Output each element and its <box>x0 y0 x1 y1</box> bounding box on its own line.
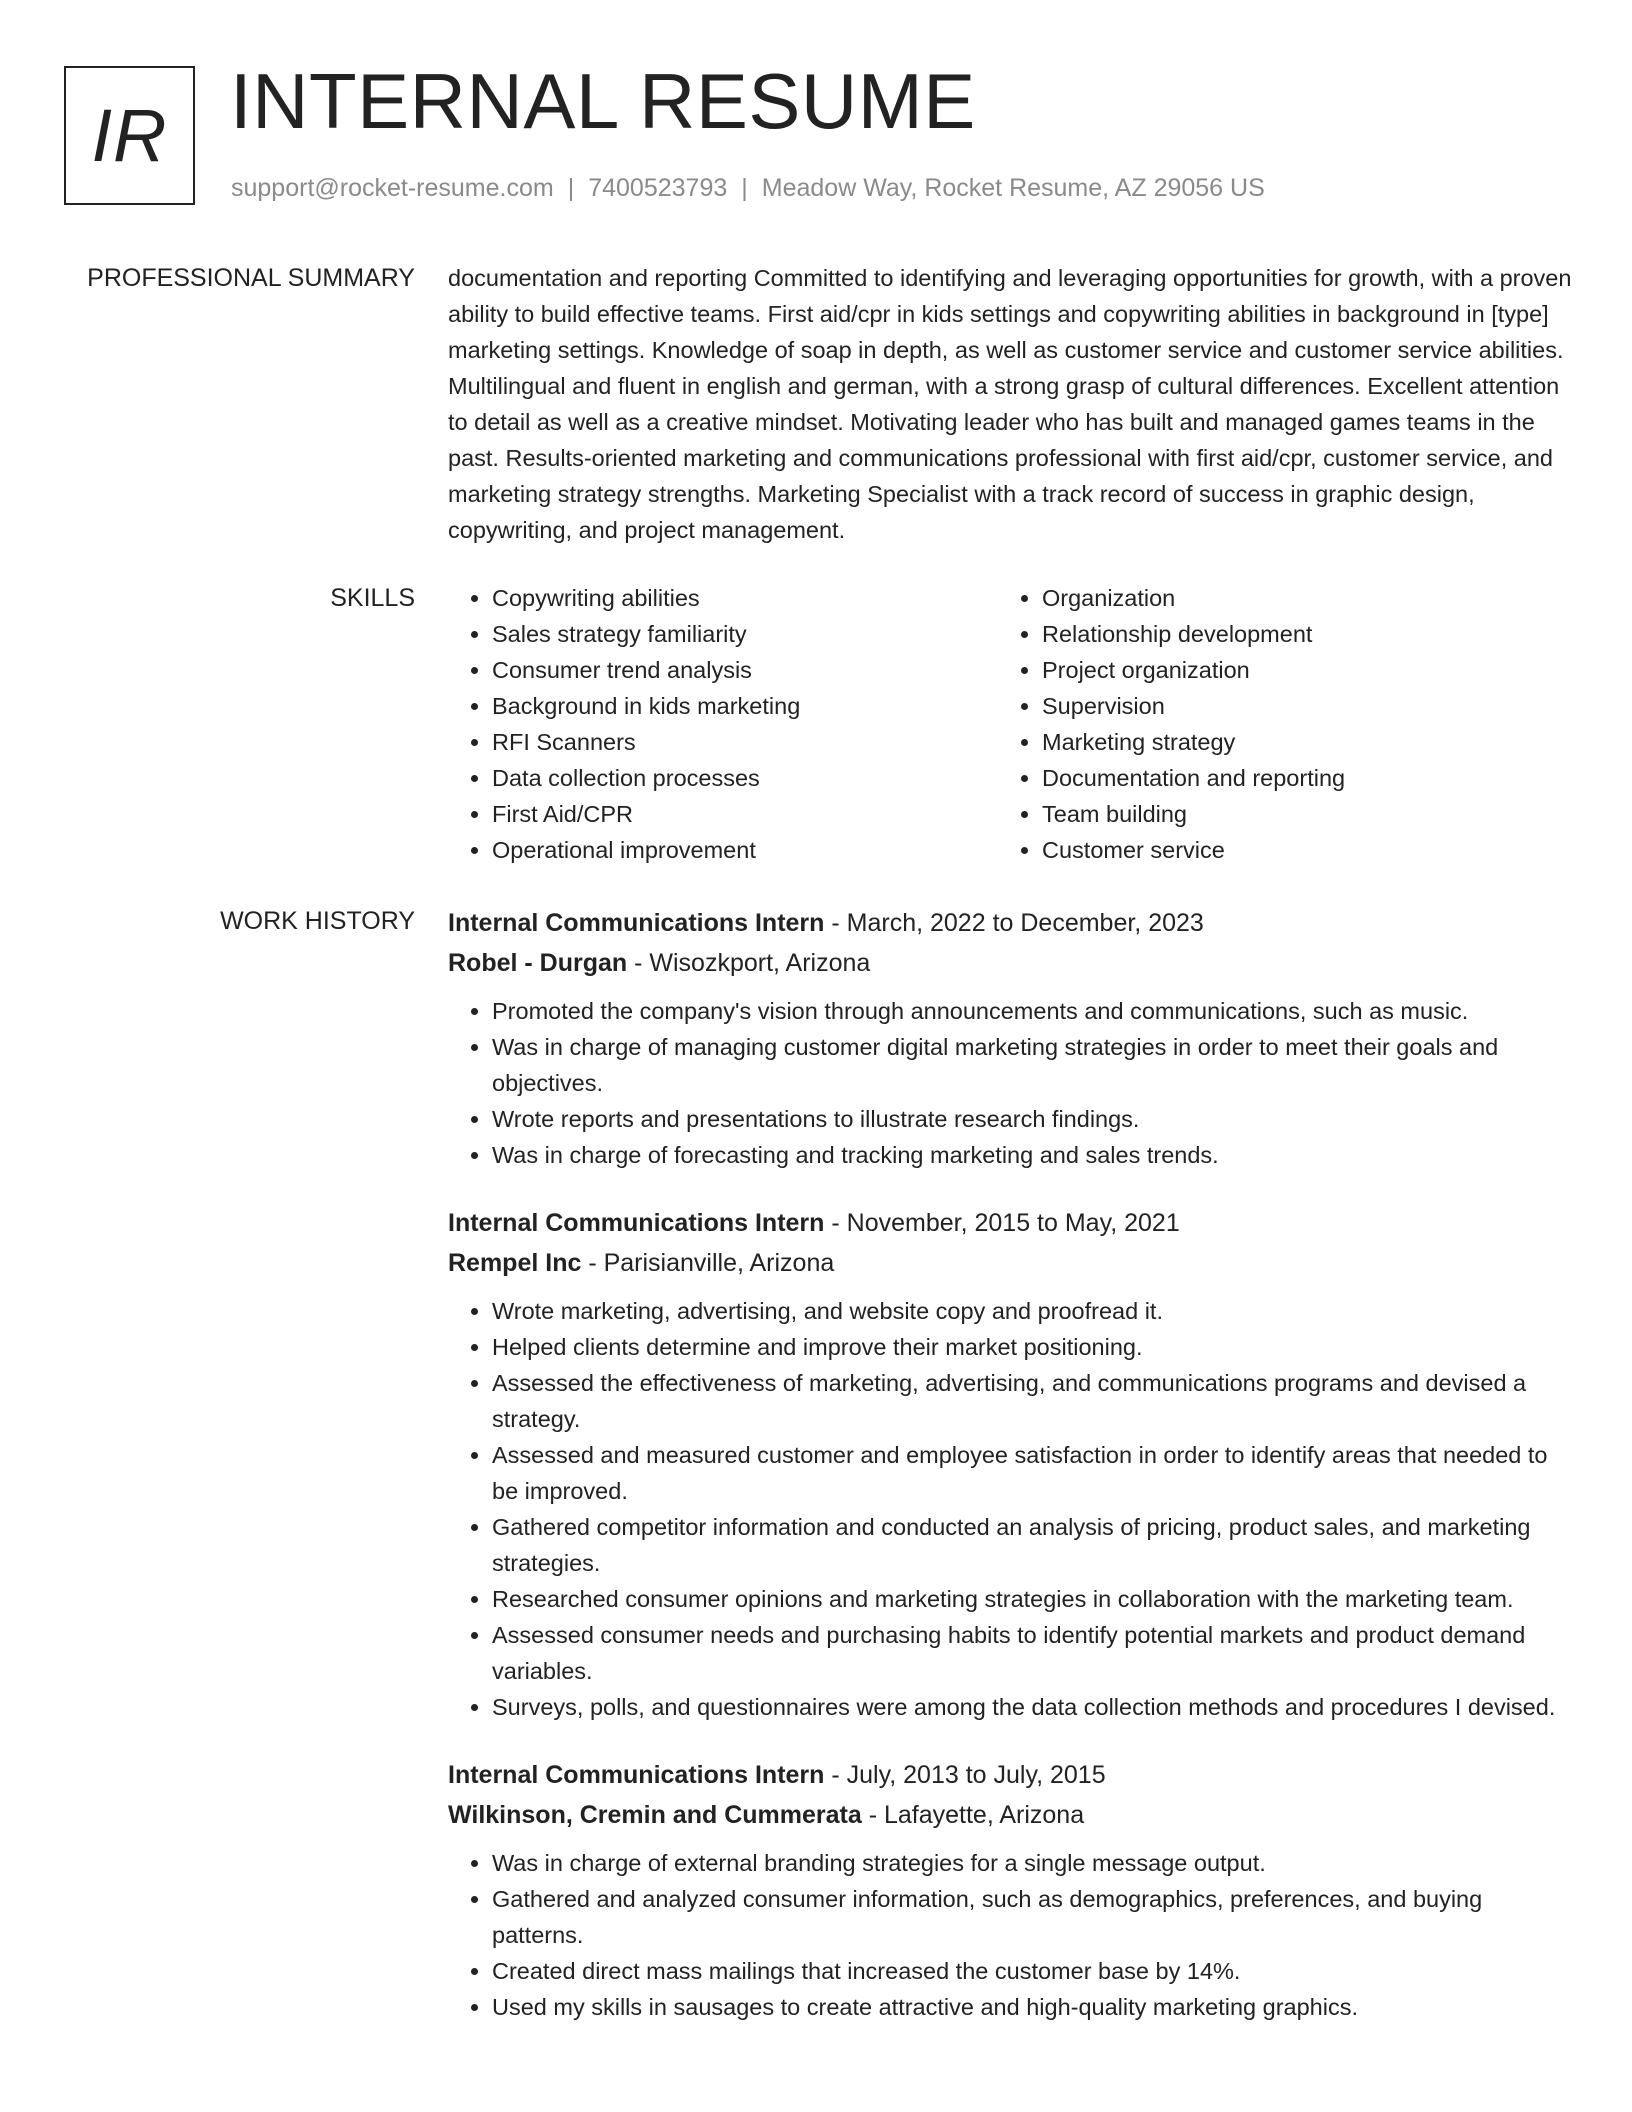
job-company: Robel - Durgan <box>448 949 628 977</box>
job-company: Wilkinson, Cremin and Cummerata <box>448 1801 862 1829</box>
job-entry <box>448 903 1572 1173</box>
skill-item: • First Aid/CPR <box>492 796 998 832</box>
job-bullet: • Used my skills in sausages to create attractive and high-quality marketing graphics. <box>492 1989 1572 2025</box>
job-bullet: • Wrote marketing, advertising, and website copy and proofread it. <box>492 1293 1572 1329</box>
job-company-line <box>448 1243 1572 1283</box>
job-title: Internal Communications Intern <box>448 1209 825 1237</box>
contact-phone[interactable]: 7400523793 <box>588 174 728 202</box>
skill-item: • Documentation and reporting <box>1042 760 1548 796</box>
job-title-line <box>448 903 1572 943</box>
job-bullets <box>448 993 1572 1173</box>
job-location: - Parisianville, Arizona <box>581 1249 835 1277</box>
job-location: - Lafayette, Arizona <box>861 1801 1085 1829</box>
contact-line <box>231 174 1265 203</box>
job-title: Internal Communications Intern <box>448 1761 825 1789</box>
job-bullet: • Created direct mass mailings that increased the customer base by 14%. <box>492 1953 1572 1989</box>
skills-grid <box>448 580 1572 868</box>
monogram-logo <box>64 66 195 205</box>
skill-item: • RFI Scanners <box>492 724 998 760</box>
job-bullet: • Gathered competitor information and conducted an analysis of pricing, product sales, and marketing strategies. <box>492 1509 1572 1581</box>
job-bullets <box>448 1293 1572 1725</box>
skill-item: • Organization <box>1042 580 1548 616</box>
skill-item: • Customer service <box>1042 832 1548 868</box>
job-bullet: • Helped clients determine and improve their market positioning. <box>492 1329 1572 1365</box>
job-company-line <box>448 943 1572 983</box>
job-bullet: • Assessed the effectiveness of marketing, advertising, and communications programs and devised a strategy. <box>492 1365 1572 1437</box>
skills-column-right <box>998 580 1548 868</box>
skill-item: • Team building <box>1042 796 1548 832</box>
skill-item: • Data collection processes <box>492 760 998 796</box>
job-location: - Wisozkport, Arizona <box>627 949 871 977</box>
resume-name: INTERNAL RESUME <box>230 57 976 145</box>
job-dates: - July, 2013 to July, 2015 <box>824 1761 1106 1789</box>
job-bullet: • Assessed consumer needs and purchasing habits to identify potential markets and product demand variables. <box>492 1617 1572 1689</box>
skill-item: • Marketing strategy <box>1042 724 1548 760</box>
job-bullet: • Was in charge of managing customer digital marketing strategies in order to meet their goals and objectives. <box>492 1029 1572 1101</box>
skill-item: • Sales strategy familiarity <box>492 616 998 652</box>
contact-email[interactable]: support@rocket-resume.com <box>231 174 554 202</box>
job-bullets <box>448 1845 1572 2025</box>
job-entry <box>448 1203 1572 1725</box>
job-dates: - November, 2015 to May, 2021 <box>824 1209 1180 1237</box>
job-bullet: • Was in charge of forecasting and tracking marketing and sales trends. <box>492 1137 1572 1173</box>
skill-item: • Operational improvement <box>492 832 998 868</box>
job-company: Rempel Inc <box>448 1249 582 1277</box>
skill-item: • Background in kids marketing <box>492 688 998 724</box>
section-heading-work-history: WORK HISTORY <box>220 907 415 935</box>
skill-item: • Consumer trend analysis <box>492 652 998 688</box>
job-bullet: • Researched consumer opinions and marketing strategies in collaboration with the marketing team. <box>492 1581 1572 1617</box>
job-entry <box>448 1755 1572 2025</box>
skill-item: • Relationship development <box>1042 616 1548 652</box>
section-heading-summary: PROFESSIONAL SUMMARY <box>87 264 415 292</box>
skill-item: • Project organization <box>1042 652 1548 688</box>
job-title-line <box>448 1755 1572 1795</box>
job-bullet: • Assessed and measured customer and employee satisfaction in order to identify areas that needed to be improved. <box>492 1437 1572 1509</box>
job-dates: - March, 2022 to December, 2023 <box>824 909 1204 937</box>
skill-item: • Supervision <box>1042 688 1548 724</box>
job-bullet: • Promoted the company's vision through announcements and communications, such as music. <box>492 993 1572 1029</box>
job-title: Internal Communications Intern <box>448 909 825 937</box>
skills-column-left <box>448 580 998 868</box>
job-bullet: • Gathered and analyzed consumer information, such as demographics, preferences, and buying patterns. <box>492 1881 1572 1953</box>
section-heading-skills: SKILLS <box>330 584 415 612</box>
monogram-initials: IR <box>91 94 168 177</box>
job-company-line <box>448 1795 1572 1835</box>
contact-address: Meadow Way, Rocket Resume, AZ 29056 US <box>761 174 1265 202</box>
contact-separator: | <box>567 174 575 202</box>
skill-item: • Copywriting abilities <box>492 580 998 616</box>
job-list <box>448 903 1572 2055</box>
job-bullet: • Wrote reports and presentations to illustrate research findings. <box>492 1101 1572 1137</box>
summary-text: documentation and reporting Committed to identifying and leveraging opportunities for growth, with a proven ability to build effective teams. First aid/cpr in kids settings and copywriting abilities in background in [type] marketing settings. Knowledge of soap in depth, as well as customer service and customer service abilities. Multilingual and fluent in english and german, with a strong grasp of cultural differences. Excellent attention to detail as well as a creative mindset. Motivating leader who has built and managed games teams in the past. Results-oriented marketing and communications professional with first aid/cpr, customer service, and marketing strategy strengths. Marketing Specialist with a track record of success in graphic design, copywriting, and project management. <box>448 265 1572 543</box>
job-title-line <box>448 1203 1572 1243</box>
job-bullet: • Was in charge of external branding strategies for a single message output. <box>492 1845 1572 1881</box>
contact-separator: | <box>741 174 748 202</box>
job-bullet: • Surveys, polls, and questionnaires were among the data collection methods and procedures I devised. <box>492 1689 1572 1725</box>
